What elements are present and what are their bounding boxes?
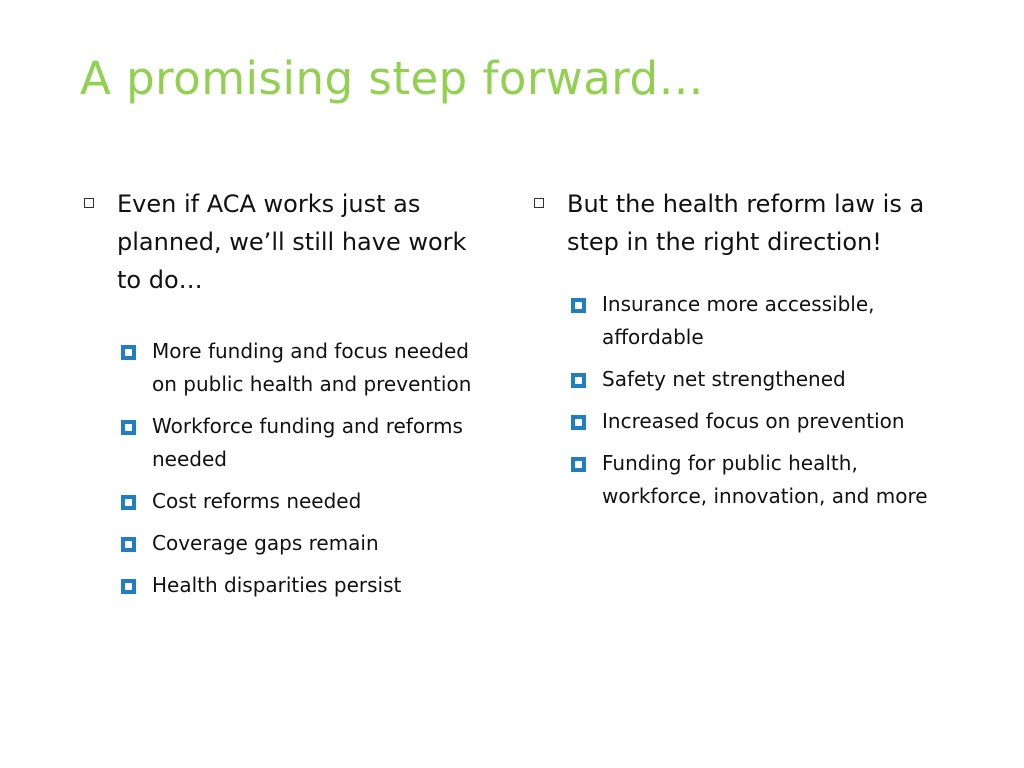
list-item	[571, 288, 942, 354]
list-item-text: Insurance more accessible, affordable	[602, 292, 875, 349]
square-bullet-icon	[121, 420, 136, 435]
list-item-text: Funding for public health, workforce, innovation, and more	[602, 451, 928, 508]
list-item	[571, 405, 942, 438]
list-item-text: Increased focus on prevention	[602, 409, 905, 433]
list-item-text: Safety net strengthened	[602, 367, 846, 391]
square-bullet-icon	[571, 457, 586, 472]
list-item-text: Coverage gaps remain	[152, 531, 379, 555]
list-item	[121, 410, 492, 476]
list-item-text: Cost reforms needed	[152, 489, 362, 513]
list-item-text: Health disparities persist	[152, 573, 402, 597]
main-bullet-text: Even if ACA works just as planned, we’ll still have work to do…	[117, 190, 467, 294]
list-item	[571, 447, 942, 513]
square-bullet-icon	[121, 579, 136, 594]
square-bullet-icon	[571, 415, 586, 430]
slide-title: A promising step forward…	[80, 52, 705, 105]
square-bullet-icon	[571, 298, 586, 313]
list-item-text: More funding and focus needed on public health and prevention	[152, 339, 472, 396]
list-item-text: Workforce funding and reforms needed	[152, 414, 463, 471]
list-item	[121, 527, 492, 560]
right-column	[532, 185, 942, 522]
hollow-square-bullet-icon	[534, 198, 544, 208]
list-item	[121, 485, 492, 518]
square-bullet-icon	[121, 345, 136, 360]
main-bullet-right	[532, 185, 942, 261]
square-bullet-icon	[121, 537, 136, 552]
right-sub-list	[571, 288, 942, 513]
left-column	[82, 185, 492, 611]
square-bullet-icon	[571, 373, 586, 388]
main-bullet-left	[82, 185, 492, 299]
list-item	[121, 569, 492, 602]
list-item	[121, 335, 492, 401]
left-sub-list	[121, 335, 492, 602]
main-bullet-text: But the health reform law is a step in the right direction!	[567, 190, 925, 256]
square-bullet-icon	[121, 495, 136, 510]
list-item	[571, 363, 942, 396]
hollow-square-bullet-icon	[84, 198, 94, 208]
